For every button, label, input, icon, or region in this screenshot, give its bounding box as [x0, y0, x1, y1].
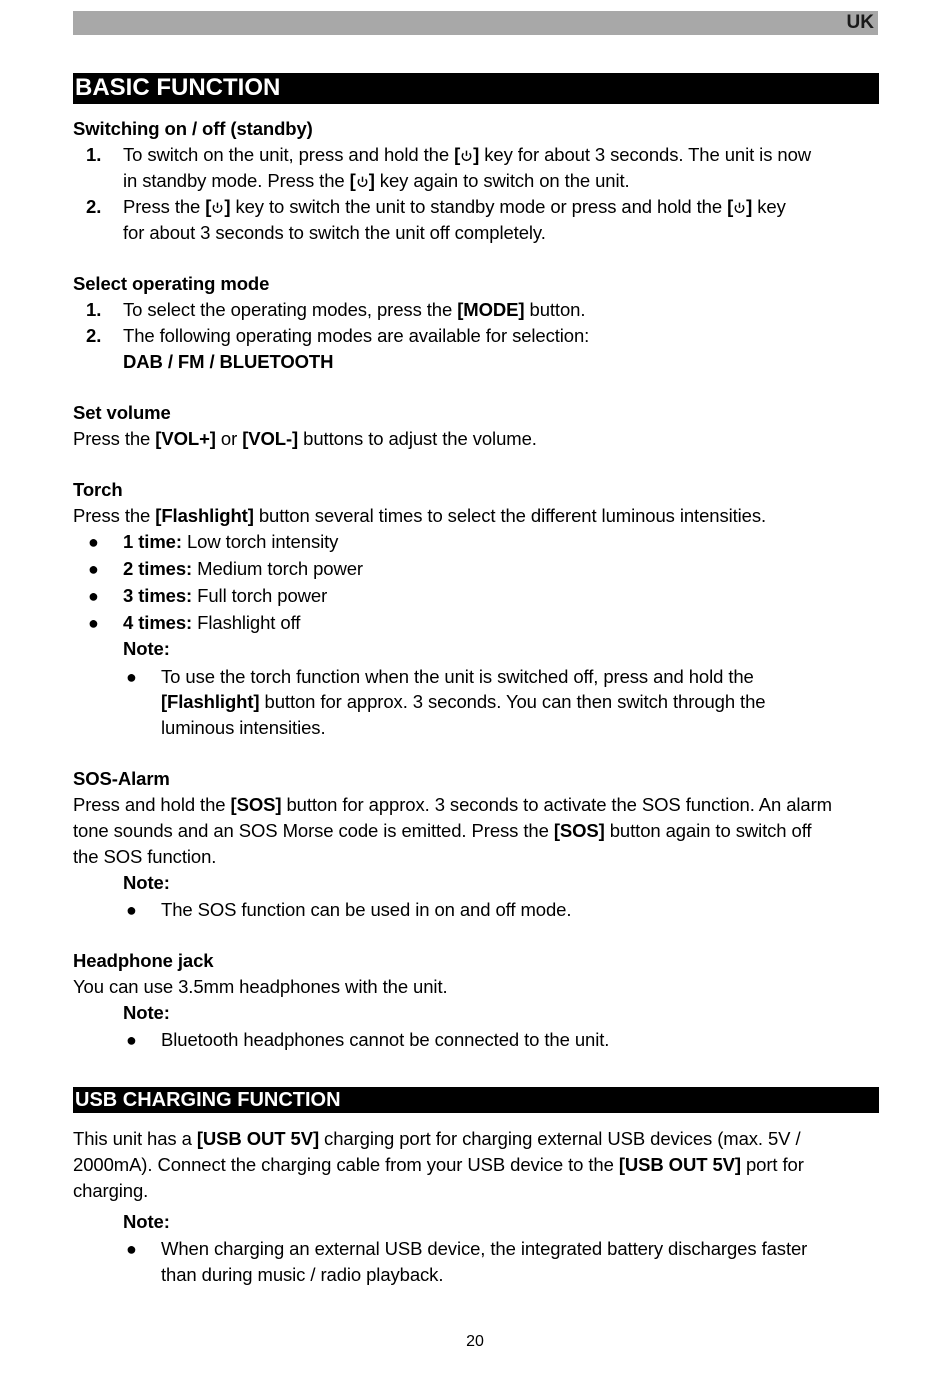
usb-text-cont: charging. — [73, 1180, 149, 1201]
note-label: Note: — [123, 638, 170, 659]
bullet: ● — [126, 1030, 137, 1050]
note-text: The SOS function can be used in on and off mode. — [161, 899, 572, 920]
mode-list: DAB / FM / BLUETOOTH — [123, 351, 334, 372]
volume-text: Press the [VOL+] or [VOL-] buttons to adjust the volume. — [73, 428, 537, 449]
sos-text-cont: the SOS function. — [73, 846, 217, 867]
list-item: 1 time: Low torch intensity — [123, 531, 339, 552]
note-text-cont: luminous intensities. — [161, 717, 326, 738]
step-text-cont: in standby mode. Press the [ ] key again to switch on the unit. — [123, 170, 630, 191]
list-item: 2 times: Medium torch power — [123, 558, 363, 579]
heading-sos-alarm: SOS-Alarm — [73, 768, 170, 789]
heading-torch: Torch — [73, 479, 123, 500]
note-label: Note: — [123, 1211, 170, 1232]
bullet: ● — [88, 586, 99, 606]
step-text: Press the [ ] key to switch the unit to standby mode or press and hold the [ ] key — [123, 196, 786, 217]
step-number: 2. — [86, 196, 102, 217]
bullet: ● — [126, 900, 137, 920]
note-label: Note: — [123, 1002, 170, 1023]
headphone-text: You can use 3.5mm headphones with the unit. — [73, 976, 448, 997]
sos-text: Press and hold the [SOS] button for approx. 3 seconds to activate the SOS function. An alarm — [73, 794, 832, 815]
step-number: 2. — [86, 325, 102, 346]
bullet: ● — [88, 532, 99, 552]
power-icon — [460, 149, 473, 162]
language-label: UK — [846, 12, 874, 33]
note-text: When charging an external USB device, the integrated battery discharges faster — [161, 1238, 808, 1259]
power-icon — [733, 201, 746, 214]
section-title-usb-charging: USB CHARGING FUNCTION — [73, 1087, 879, 1113]
sos-text-cont: tone sounds and an SOS Morse code is emitted. Press the [SOS] button again to switch off — [73, 820, 812, 841]
list-item: 3 times: Full torch power — [123, 585, 328, 606]
heading-volume: Set volume — [73, 402, 171, 423]
list-item: 4 times: Flashlight off — [123, 612, 301, 633]
bullet: ● — [126, 667, 137, 687]
step-text: To select the operating modes, press the [MODE] button. — [123, 299, 586, 320]
step-number: 1. — [86, 144, 102, 165]
usb-text-cont: 2000mA). Connect the charging cable from your USB device to the [USB OUT 5V] port for — [73, 1154, 804, 1175]
page-number: 20 — [466, 1333, 484, 1350]
step-text: To switch on the unit, press and hold the [ ] key for about 3 seconds. The unit is now — [123, 144, 812, 165]
heading-headphone-jack: Headphone jack — [73, 950, 214, 971]
bullet: ● — [126, 1239, 137, 1259]
note-text: Bluetooth headphones cannot be connected to the unit. — [161, 1029, 610, 1050]
heading-switching: Switching on / off (standby) — [73, 118, 313, 139]
power-icon — [356, 175, 369, 188]
note-label: Note: — [123, 872, 170, 893]
section-title-basic-function: BASIC FUNCTION — [73, 73, 879, 104]
note-text-cont: than during music / radio playback. — [161, 1264, 444, 1285]
heading-operating-mode: Select operating mode — [73, 273, 270, 294]
step-text-cont: for about 3 seconds to switch the unit off completely. — [123, 222, 546, 243]
step-number: 1. — [86, 299, 102, 320]
note-text: To use the torch function when the unit is switched off, press and hold the — [161, 666, 754, 687]
step-text: The following operating modes are available for selection: — [123, 325, 590, 346]
bullet: ● — [88, 613, 99, 633]
header-bar — [73, 11, 878, 35]
torch-text: Press the [Flashlight] button several times to select the different luminous intensities. — [73, 505, 767, 526]
power-icon — [211, 201, 224, 214]
bullet: ● — [88, 559, 99, 579]
usb-text: This unit has a [USB OUT 5V] charging port for charging external USB devices (max. 5V / — [73, 1128, 801, 1149]
note-text-cont: [Flashlight] button for approx. 3 seconds. You can then switch through the — [161, 691, 766, 712]
